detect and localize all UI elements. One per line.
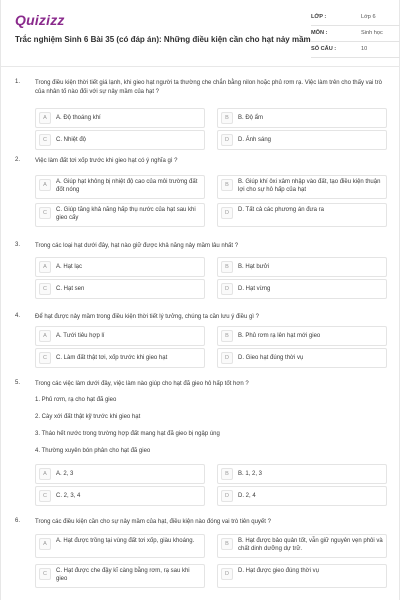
option-d[interactable] [217, 203, 387, 227]
option-text: B. 1, 2, 3 [238, 471, 263, 477]
option-letter: B [221, 330, 233, 342]
statement-1: 1. Phủ rơm, rạ cho hạt đã gieo [35, 397, 117, 403]
option-c[interactable] [35, 486, 205, 506]
option-d[interactable] [217, 486, 387, 506]
option-d[interactable] [217, 279, 387, 299]
option-letter: D [221, 283, 233, 295]
option-text: C. Hạt được che đậy kĩ càng bằng rơm, rạ sau khi gieo [56, 568, 190, 582]
option-text: D. Gieo hạt đúng thời vụ [238, 355, 304, 361]
question-text: Trong điều kiện thời tiết giá lạnh, khi gieo hạt người ta thường che chắn bằng nilon hoặc phủ rơm rạ. Việc làm trên cho thấy vai trò của nhân tố nào đối với sự nảy mầm của hạt ? [35, 80, 382, 95]
meta-table [311, 10, 400, 58]
statement-2: 2. Cày xới đất thật kỹ trước khi gieo hạt [35, 414, 141, 420]
question-text: Để hạt được nảy mầm trong điều kiện thời tiết lý tưởng, chúng ta cần lưu ý điều gì ? [35, 314, 259, 320]
option-letter: D [221, 134, 233, 146]
option-a[interactable] [35, 108, 205, 128]
option-letter: C [39, 283, 51, 295]
question-text: Trong các loại hạt dưới đây, hạt nào giữ được khả năng nảy mầm lâu nhất ? [35, 243, 239, 249]
meta-row-count [311, 42, 400, 58]
option-b[interactable] [217, 257, 387, 277]
option-letter: D [221, 490, 233, 502]
statement-4: 4. Thường xuyên bón phân cho hạt đã gieo [35, 448, 151, 454]
option-c[interactable] [35, 348, 205, 368]
option-a[interactable] [35, 464, 205, 484]
option-text: A. Độ thoáng khí [56, 115, 101, 121]
question-number: 5. [15, 380, 21, 386]
option-b[interactable] [217, 534, 387, 558]
option-b[interactable] [217, 326, 387, 346]
option-text: A. Giúp hạt không bị nhiệt độ cao của môi trường đất đốt nóng [56, 179, 198, 193]
option-text: A. 2, 3 [56, 471, 74, 477]
option-d[interactable] [217, 564, 387, 588]
option-text: D. 2, 4 [238, 493, 256, 499]
option-text: D. Tất cả các phương án đưa ra [238, 207, 324, 213]
option-letter: B [221, 261, 233, 273]
question-number: 6. [15, 518, 21, 524]
option-text: A. Tưới tiêu hợp lí [56, 333, 105, 339]
option-a[interactable] [35, 257, 205, 277]
option-letter: A [39, 468, 51, 480]
question-number: 3. [15, 242, 21, 248]
page-title: Trắc nghiệm Sinh 6 Bài 35 (có đáp án): Những điều kiện cần cho hạt nảy mầm [15, 35, 311, 44]
question-text: Trong các điều kiện cần cho sự nảy mầm của hạt, điều kiện nào đóng vai trò tiên quyết ? [35, 519, 271, 525]
quizizz-logo: Quizizz [15, 12, 65, 28]
meta-label: SỐ CÂU : [311, 46, 337, 52]
question-text: Trong các việc làm dưới đây, việc làm nào giúp cho hạt đã gieo hô hấp tốt hơn ? [35, 381, 249, 387]
option-text: B. Độ ẩm [238, 115, 264, 121]
option-text: D. Ánh sáng [238, 137, 272, 143]
option-text: C. Nhiệt độ [56, 137, 87, 143]
option-d[interactable] [217, 130, 387, 150]
option-text: C. Hạt sen [56, 286, 85, 292]
option-letter: B [221, 112, 233, 124]
option-letter: D [221, 207, 233, 219]
option-letter: B [221, 468, 233, 480]
option-a[interactable] [35, 326, 205, 346]
question-number: 4. [15, 313, 21, 319]
option-text: A. Hạt lạc [56, 264, 83, 270]
option-letter: A [39, 330, 51, 342]
header-divider [1, 66, 400, 67]
meta-value: Lớp 6 [361, 14, 376, 20]
meta-row-subject [311, 26, 400, 42]
option-letter: B [221, 538, 233, 550]
option-letter: A [39, 179, 51, 191]
question-number: 1. [15, 79, 21, 85]
option-text: B. Giúp khí ôxi xâm nhập vào đất, tạo điều kiện thuận lợi cho sự hô hấp của hạt [238, 179, 381, 193]
option-c[interactable] [35, 564, 205, 588]
option-a[interactable] [35, 175, 205, 199]
question-number: 2. [15, 157, 21, 163]
option-d[interactable] [217, 348, 387, 368]
option-letter: A [39, 112, 51, 124]
option-text: B. Phủ rơm rạ lên hạt mới gieo [238, 333, 321, 339]
option-letter: C [39, 134, 51, 146]
option-letter: C [39, 207, 51, 219]
option-a[interactable] [35, 534, 205, 558]
statement-3: 3. Tháo hết nước trong trường hợp đất mang hạt đã gieo bị ngập úng [35, 431, 220, 437]
option-b[interactable] [217, 464, 387, 484]
meta-row-class [311, 10, 400, 26]
option-text: C. Làm đất thật tơi, xốp trước khi gieo hạt [56, 355, 168, 361]
option-text: D. Hạt vừng [238, 286, 271, 292]
option-text: B. Hạt bưởi [238, 264, 269, 270]
option-b[interactable] [217, 108, 387, 128]
option-letter: B [221, 179, 233, 191]
option-letter: A [39, 538, 51, 550]
option-text: C. Giúp tăng khả năng hấp thụ nước của hạt sau khi gieo cấy [56, 207, 196, 221]
option-letter: C [39, 352, 51, 364]
question-text: Việc làm đất tơi xốp trước khi gieo hạt có ý nghĩa gì ? [35, 158, 178, 164]
option-c[interactable] [35, 279, 205, 299]
option-text: B. Hạt được bảo quản tốt, vẫn giữ nguyên vẹn phôi và chất dinh dưỡng dự trữ. [238, 538, 383, 552]
meta-label: LỚP : [311, 14, 327, 20]
worksheet-header [15, 10, 387, 62]
option-letter: D [221, 352, 233, 364]
meta-value: 10 [361, 46, 368, 52]
option-letter: C [39, 490, 51, 502]
meta-label: MÔN : [311, 30, 328, 36]
option-letter: D [221, 568, 233, 580]
option-letter: A [39, 261, 51, 273]
option-letter: C [39, 568, 51, 580]
option-b[interactable] [217, 175, 387, 199]
option-c[interactable] [35, 203, 205, 227]
option-c[interactable] [35, 130, 205, 150]
option-text: A. Hạt được trồng tại vùng đất tơi xốp, giàu khoáng. [56, 538, 195, 544]
option-text: C. 2, 3, 4 [56, 493, 81, 499]
meta-value: Sinh học [361, 30, 383, 36]
option-text: D. Hạt được gieo đúng thời vụ [238, 568, 319, 574]
